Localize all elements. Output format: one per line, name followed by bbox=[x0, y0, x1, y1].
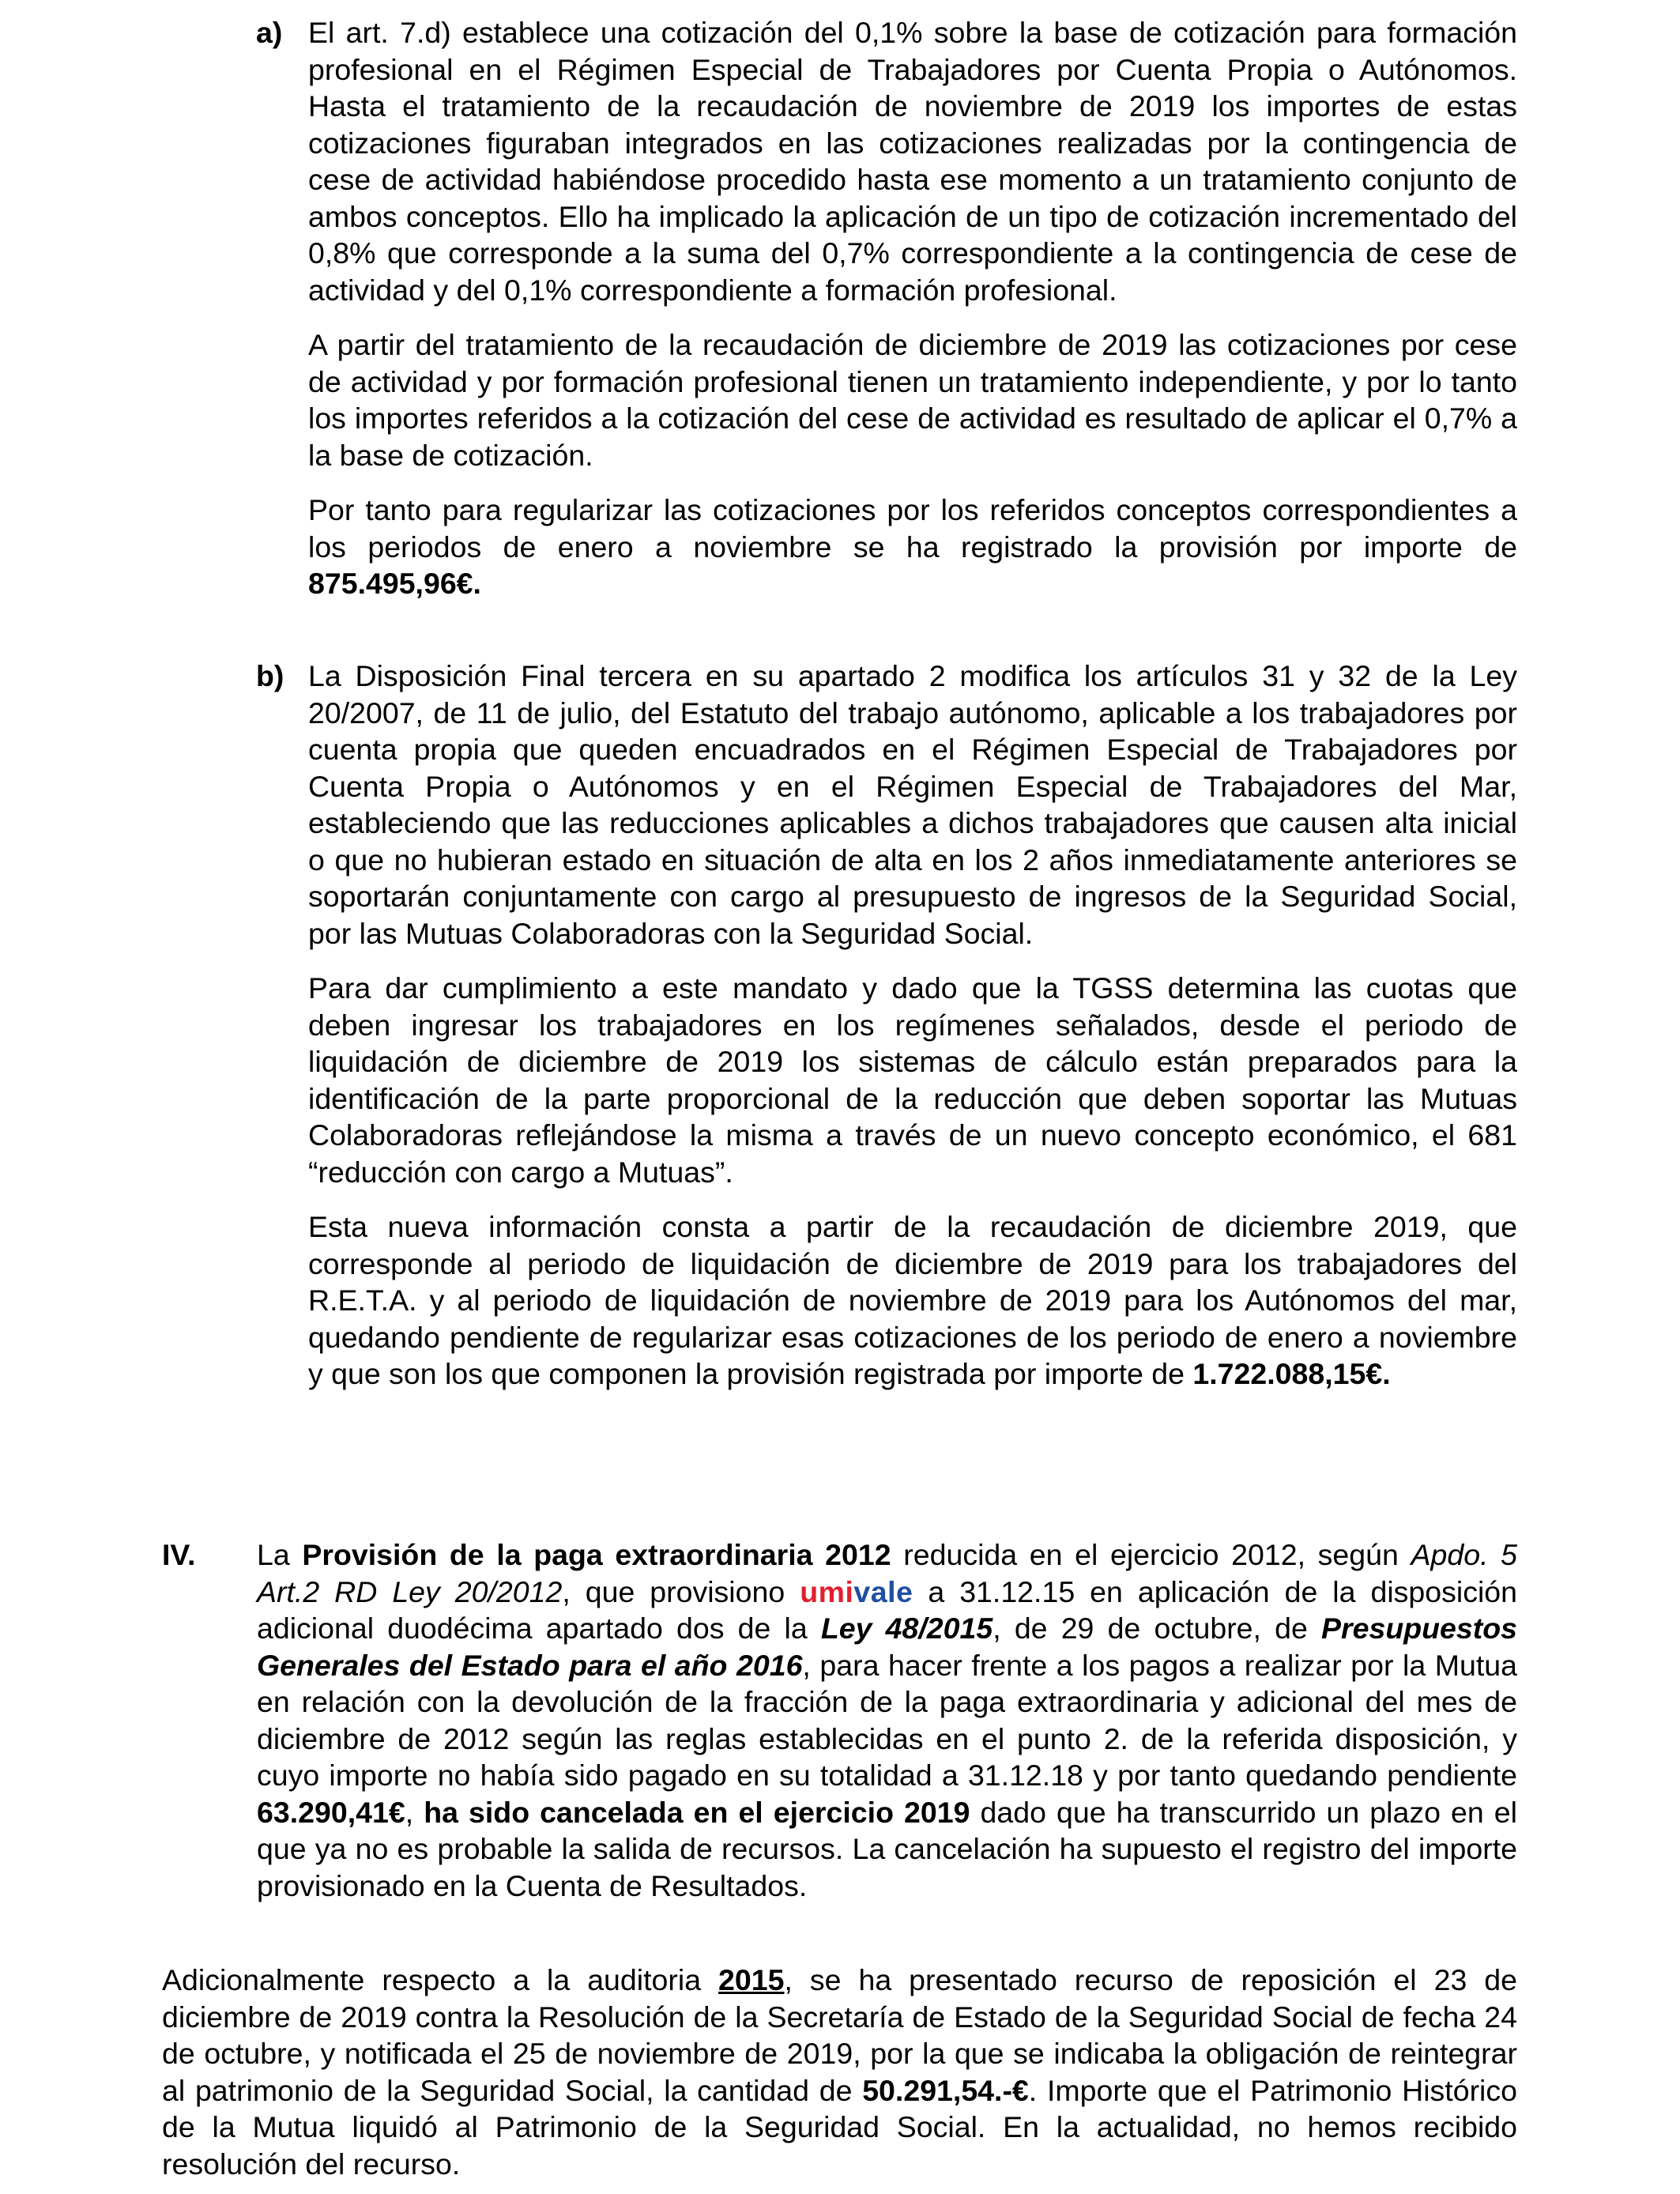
section-iv-label: IV. bbox=[162, 1538, 196, 1571]
item-a-paragraph-3-text: Por tanto para regularizar las cotizaciones por los referidos conceptos correspondientes a los periodos de enero a noviembre se ha registrado la provisión por importe de bbox=[308, 493, 1517, 564]
item-b-label: b) bbox=[256, 659, 284, 692]
section-iv-paragraph bbox=[257, 1536, 1517, 1904]
section-iv-text-1: La bbox=[257, 1538, 303, 1571]
item-b-paragraph-2: Para dar cumplimiento a este mandato y dado que la TGSS determina las cuotas que deben ingresar los trabajadores en los regímenes señalados, desde el periodo de liquidación de diciembre de 2019 los sistemas de cálculo están preparados para la identificación de la parte proporcional de la reducción que deben soportar las Mutuas Colaboradoras reflejándose la misma a través de un nuevo concepto económico, el 681 “reducción con cargo a Mutuas”. bbox=[308, 971, 1517, 1189]
section-iv-text-10: , para hacer frente a los pagos a realizar por la Mutua en relación con la devolución de la fracción de la paga extraordinaria y adicional del mes de diciembre de 2012 según las reglas establecidas en el punto 2. de la referida disposición, y cuyo importe no había sido pagado en su totalidad a 31.12.18 y por tanto quedando pendiente bbox=[257, 1648, 1517, 1792]
section-iv-amount: 63.290,41€ bbox=[257, 1795, 405, 1829]
section-iv-legal-ref: Apdo. 5 Art.2 RD Ley 20/2012 bbox=[257, 1538, 1517, 1608]
section-iv-law-ref: Ley 48/2015 bbox=[820, 1612, 993, 1645]
final-text-3: , se ha presentado recurso de reposición el 23 de diciembre de 2019 contra la Resolución de la Secretaría de Estado de la Seguridad Social de fecha 24 de octubre, y notificada el 25 de noviembre de 2019, por la que se indicaba la obligación de reintegrar al patrimonio de la Seguridad Social, la cantidad de bbox=[162, 1963, 1518, 2107]
item-b-paragraph-1: La Disposición Final tercera en su apartado 2 modifica los artículos 31 y 32 de la Ley 20/2007, de 11 de julio, del Estatuto del trabajo autónomo, aplicable a los trabajadores por cuenta propia que queden encuadrados en el Régimen Especial de Trabajadores por Cuenta Propia o Autónomos y en el Régimen Especial de Trabajadores del Mar, estableciendo que las reducciones aplicables a dichos trabajadores que causen alta inicial o que no hubieran estado en situación de alta en los 2 años inmediatamente anteriores se soportarán conjuntamente con cargo al presupuesto de ingresos de la Seguridad Social, por las Mutuas Colaboradoras con la Seguridad Social. bbox=[308, 659, 1517, 950]
final-text-5: . Importe que el Patrimonio Histórico de la Mutua liquidó al Patrimonio de la Seguridad Social. En la actualidad, no hemos recibido resolución del recurso. bbox=[162, 2073, 1517, 2181]
section-iv-body bbox=[257, 1536, 1517, 1904]
item-b-amount: 1.722.088,15€. bbox=[1192, 1357, 1391, 1390]
section-iv-cancelled: ha sido cancelada en el ejercicio 2019 bbox=[424, 1795, 970, 1829]
item-b-paragraph-3-text: Esta nueva información consta a partir de la recaudación de diciembre 2019, que corresponde al periodo de liquidación de diciembre de 2019 para los trabajadores del R.E.T.A. y al periodo de liquidación de noviembre de 2019 para los Autónomos del mar, quedando pendiente de regularizar esas cotizaciones de los periodo de enero a noviembre y que son los que componen la provisión registrada por importe de bbox=[308, 1210, 1517, 1390]
final-paragraph-block bbox=[162, 1962, 1517, 2182]
final-amount: 50.291,54.-€ bbox=[862, 2073, 1029, 2107]
section-iv-text-3: reducida en el ejercicio 2012, según bbox=[891, 1538, 1411, 1571]
final-paragraph bbox=[162, 1962, 1517, 2182]
section-iv-text-8: , de 29 de octubre, de bbox=[993, 1612, 1322, 1645]
item-a-paragraph-1: El art. 7.d) establece una cotización del 0,1% sobre la base de cotización para formación profesional en el Régimen Especial de Trabajadores por Cuenta Propia o Autónomos. Hasta el tratamiento de la recaudación de noviembre de 2019 los importes de estas cotizaciones figuraban integrados en las cotizaciones realizadas por la contingencia de cese de actividad habiéndose procedido hasta ese momento a un tratamiento conjunto de ambos conceptos. Ello ha implicado la aplicación de un tipo de cotización incrementado del 0,8% que corresponde a la suma del 0,7% correspondiente a la contingencia de cese de actividad y del 0,1% correspondiente a formación profesional. bbox=[308, 16, 1517, 307]
section-iv-provision-title: Provisión de la paga extraordinaria 2012 bbox=[302, 1538, 891, 1571]
section-iv-text-14: dado que ha transcurrido un plazo en el que ya no es probable la salida de recursos. La cancelación ha supuesto el registro del importe provisionado en la Cuenta de Resultados. bbox=[257, 1795, 1517, 1902]
item-a-paragraph-3 bbox=[308, 492, 1517, 602]
item-a-body bbox=[308, 14, 1517, 602]
item-a-paragraph-2: A partir del tratamiento de la recaudación de diciembre de 2019 las cotizaciones por cese de actividad y por formación profesional tienen un tratamiento independiente, y por lo tanto los importes referidos a la cotización del cese de actividad es resultado de aplicar el 0,7% a la base de cotización. bbox=[308, 328, 1517, 472]
umivale-logo-part-2: vale bbox=[853, 1574, 913, 1608]
section-iv-budget-title: Presupuestos Generales del Estado para el año 2016 bbox=[257, 1612, 1518, 1682]
item-a-label: a) bbox=[256, 16, 283, 49]
umivale-logo bbox=[800, 1575, 913, 1608]
section-iv-text-12: , bbox=[405, 1795, 424, 1829]
final-audit-year: 2015 bbox=[718, 1963, 785, 1996]
item-a-amount: 875.495,96€. bbox=[308, 567, 481, 600]
item-b-body bbox=[308, 658, 1517, 1393]
item-b-paragraph-3 bbox=[308, 1208, 1517, 1393]
section-iv-text-5: , que provisiono bbox=[562, 1574, 800, 1608]
final-text-1: Adicionalmente respecto a la auditoria bbox=[162, 1963, 719, 1996]
umivale-logo-part-1: umi bbox=[800, 1574, 854, 1608]
section-iv-text-6: a 31.12.15 en aplicación de la disposición adicional duodécima apartado dos de la bbox=[257, 1574, 1517, 1645]
